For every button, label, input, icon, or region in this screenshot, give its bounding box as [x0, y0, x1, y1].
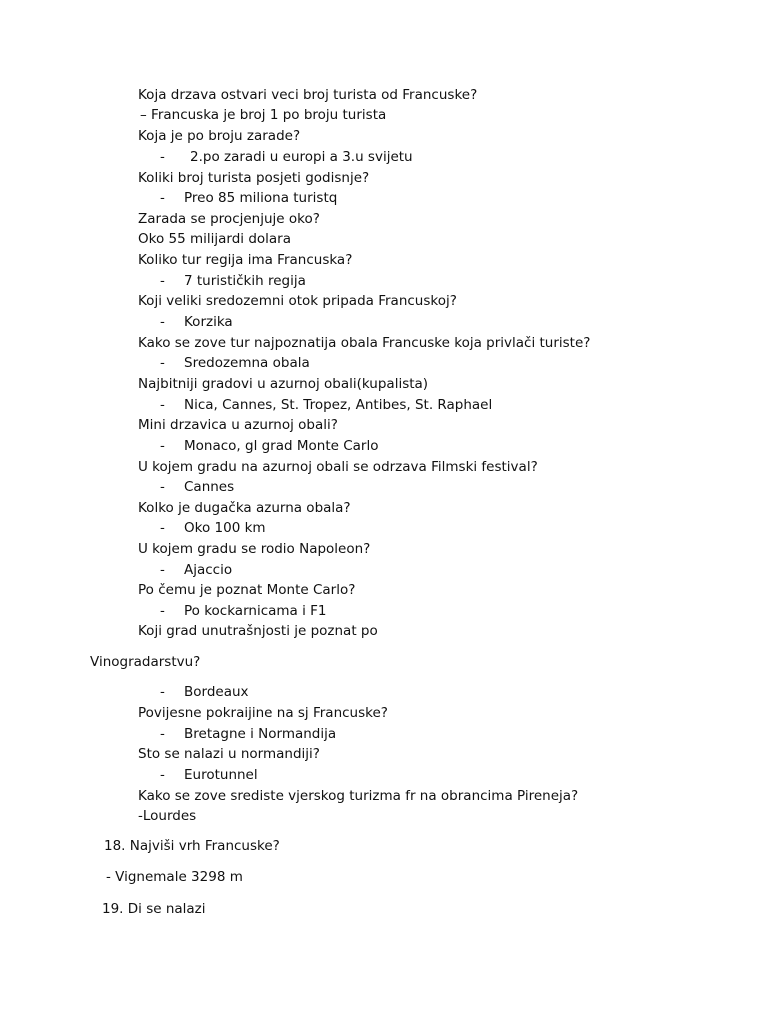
dash-bullet: - — [160, 149, 165, 165]
answer-text: Bretagne i Normandija — [184, 726, 337, 742]
question-text: Koliki broj turista posjeti godisnje? — [138, 170, 370, 186]
answer-text: Monaco, gl grad Monte Carlo — [184, 438, 379, 454]
question-text: Mini drzavica u azurnoj obali? — [138, 417, 338, 433]
dash-bullet: - — [160, 314, 165, 330]
dash-bullet: - — [160, 438, 165, 454]
question-text: Kako se zove srediste vjerskog turizma fr na obrancima Pireneja? — [138, 788, 579, 804]
question-text: Koji veliki sredozemni otok pripada Francuskoj? — [138, 293, 457, 309]
question-text: U kojem gradu se rodio Napoleon? — [138, 541, 371, 557]
dash-bullet: - — [160, 603, 165, 619]
answer-text: -Lourdes — [138, 808, 197, 824]
question-text: Kolko je dugačka azurna obala? — [138, 500, 351, 516]
question-text: 18. Najviši vrh Francuske? — [104, 838, 280, 854]
answer-text: Po kockarnicama i F1 — [184, 603, 327, 619]
dash-bullet: - — [160, 190, 165, 206]
dash-bullet: - — [160, 520, 165, 536]
answer-text: Eurotunnel — [184, 767, 258, 783]
question-text: Zarada se procjenjuje oko? — [138, 211, 320, 227]
question-text: Koji grad unutrašnjosti je poznat po — [138, 623, 378, 639]
answer-text: Sredozemna obala — [184, 355, 310, 371]
answer-text: Nica, Cannes, St. Tropez, Antibes, St. Raphael — [184, 397, 493, 413]
answer-text: Ajaccio — [184, 562, 233, 578]
answer-text: Oko 100 km — [184, 520, 266, 536]
question-text: U kojem gradu na azurnoj obali se odrzava Filmski festival? — [138, 459, 538, 475]
question-text: Koja drzava ostvari veci broj turista od Francuske? — [138, 87, 478, 103]
answer-text: – Francuska je broj 1 po broju turista — [140, 107, 387, 123]
answer-text: Preo 85 miliona turistq — [184, 190, 338, 206]
dash-bullet: - — [160, 479, 165, 495]
question-text: Koliko tur regija ima Francuska? — [138, 252, 353, 268]
question-text: Povijesne pokraijine na sj Francuske? — [138, 705, 388, 721]
answer-text: Korzika — [184, 314, 233, 330]
answer-text: Bordeaux — [184, 684, 249, 700]
continuation-text: Vinogradarstvu? — [90, 654, 201, 670]
dash-bullet: - — [160, 726, 165, 742]
dash-bullet: - — [160, 273, 165, 289]
answer-text: Cannes — [184, 479, 235, 495]
answer-text: 7 turističkih regija — [184, 273, 306, 289]
question-text: Po čemu je poznat Monte Carlo? — [138, 582, 356, 598]
question-text: Kako se zove tur najpoznatija obala Francuske koja privlači turiste? — [138, 335, 591, 351]
answer-text: 2.po zaradi u europi a 3.u svijetu — [190, 149, 413, 165]
question-text: Sto se nalazi u normandiji? — [138, 746, 320, 762]
answer-text: Oko 55 milijardi dolara — [138, 231, 292, 247]
answer-text: - Vignemale 3298 m — [106, 869, 243, 885]
question-text: Koja je po broju zarade? — [138, 128, 301, 144]
dash-bullet: - — [160, 767, 165, 783]
dash-bullet: - — [160, 684, 165, 700]
question-text: Najbitniji gradovi u azurnoj obali(kupalista) — [138, 376, 429, 392]
question-text: 19. Di se nalazi — [102, 901, 206, 917]
dash-bullet: - — [160, 397, 165, 413]
dash-bullet: - — [160, 562, 165, 578]
dash-bullet: - — [160, 355, 165, 371]
